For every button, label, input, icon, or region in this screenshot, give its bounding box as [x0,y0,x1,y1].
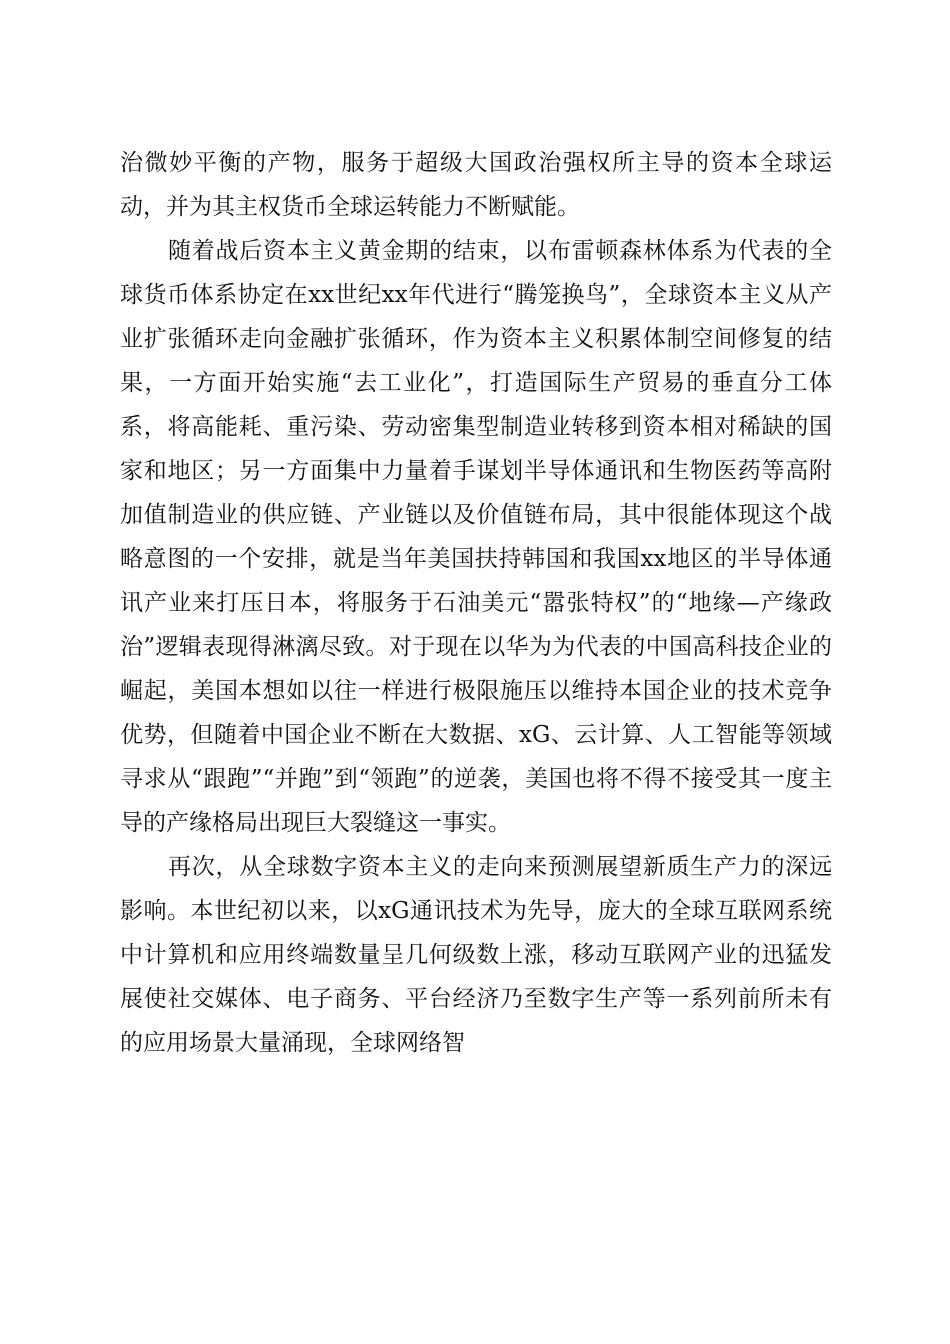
paragraph-digital-capitalism: 再次，从全球数字资本主义的走向来预测展望新质生产力的深远影响。本世纪初以来，以xG通讯技术为先导，庞大的全球互联网系统中计算机和应用终端数量呈几何级数上涨，移动互联网产业的迅猛发展使社交媒体、电子商务、平台经济乃至数字生产等一系列前所未有的应用场景大量涌现，全球网络智 [120,854,832,1056]
paragraph-continued: 治微妙平衡的产物，服务于超级大国政治强权所主导的资本全球运动，并为其主权货币全球运转能力不断赋能。 [120,150,832,220]
body-text [120,141,832,1065]
paragraph-bretton-woods: 随着战后资本主义黄金期的结束，以布雷顿森林体系为代表的全球货币体系协定在xx世纪xx年代进行“腾笼换鸟”，全球资本主义从产业扩张循环走向金融扩张循环，作为资本主义积累体制空间修复的结果，一方面开始实施“去工业化”，打造国际生产贸易的垂直分工体系，将高能耗、重污染、劳动密集型制造业转移到资本相对稀缺的国家和地区；另一方面集中力量着手谋划半导体通讯和生物医药等高附加值制造业的供应链、产业链以及价值链布局，其中很能体现这个战略意图的一个安排，就是当年美国扶持韩国和我国xx地区的半导体通讯产业来打压日本，将服务于石油美元“嚣张特权”的“地缘—产缘政治”逻辑表现得淋漓尽致。对于现在以华为为代表的中国高科技企业的崛起，美国本想如以往一样进行极限施压以维持本国企业的技术竞争优势，但随着中国企业不断在大数据、xG、云计算、人工智能等领域寻求从“跟跑”“并跑”到“领跑”的逆袭，美国也将不得不接受其一度主导的产缘格局出现巨大裂缝这一事实。 [120,238,832,836]
